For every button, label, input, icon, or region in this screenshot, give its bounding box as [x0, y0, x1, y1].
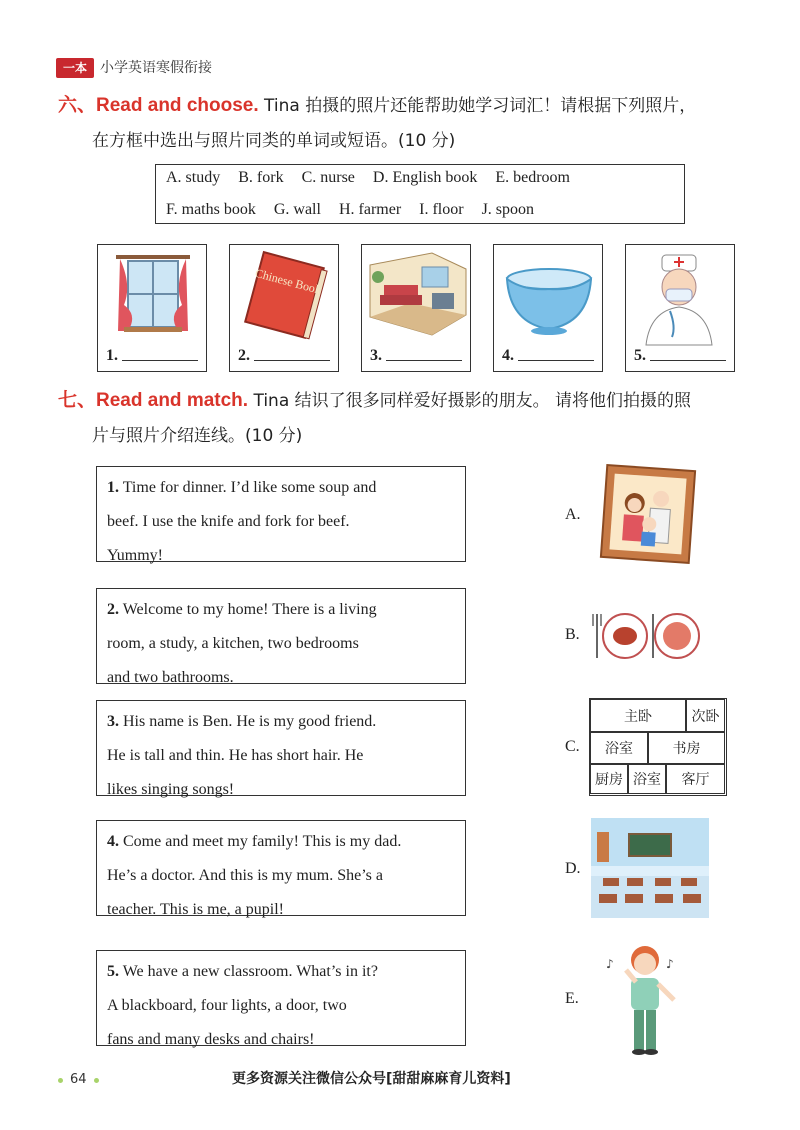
- item-text-line: Welcome to my home! There is a living: [122, 601, 377, 618]
- match-letter-a: A.: [565, 506, 581, 523]
- option: C. nurse: [301, 169, 355, 186]
- picture-box-4: [493, 244, 603, 372]
- section7-instruction-line1: Tina 结识了很多同样爱好摄影的朋友。 请将他们拍摄的照: [253, 391, 692, 411]
- room-layout-table[interactable]: [589, 698, 727, 796]
- answer-blank[interactable]: [254, 360, 330, 361]
- family-photo-icon[interactable]: [598, 462, 698, 566]
- item-number: 3.: [107, 713, 119, 730]
- item-number: 2.: [107, 601, 119, 618]
- answer-blank[interactable]: [122, 360, 198, 361]
- section6-title: Read and choose.: [96, 95, 259, 116]
- word-bank: [155, 164, 685, 224]
- room-cell: 客厅: [666, 764, 725, 794]
- picture-number: 3.: [370, 347, 382, 364]
- picture-number: 2.: [238, 347, 250, 364]
- dinner-plates-icon[interactable]: [585, 608, 705, 664]
- item-text-line: room, a study, a kitchen, two bedrooms: [107, 635, 359, 652]
- footer-dot-right: [94, 1078, 99, 1083]
- match-item-3[interactable]: [96, 700, 466, 796]
- item-text-line: He is tall and thin. He has short hair. He: [107, 747, 364, 764]
- room-cell: 次卧: [686, 699, 725, 732]
- item-text-line: teacher. This is me, a pupil!: [107, 901, 284, 918]
- room-cell: 书房: [648, 732, 725, 764]
- brand-badge: 一本: [56, 58, 94, 78]
- boy-singing-icon[interactable]: [600, 938, 690, 1060]
- item-number: 1.: [107, 479, 119, 496]
- section7-number: 七、: [58, 389, 97, 411]
- section6-number: 六、: [58, 94, 97, 116]
- answer-blank[interactable]: [650, 360, 726, 361]
- match-letter-b: B.: [565, 626, 580, 643]
- match-item-5[interactable]: [96, 950, 466, 1046]
- room-cell: 浴室: [590, 732, 648, 764]
- item-text-line: beef. I use the knife and fork for beef.: [107, 513, 350, 530]
- page-number: 64: [70, 1072, 87, 1087]
- option: I. floor: [419, 201, 464, 218]
- option: J. spoon: [481, 201, 535, 218]
- match-letter-d: D.: [565, 860, 581, 877]
- option: H. farmer: [338, 201, 402, 218]
- item-text-line: fans and many desks and chairs!: [107, 1031, 315, 1048]
- item-text-line: likes singing songs!: [107, 781, 235, 798]
- word-bank-row1: [166, 169, 570, 187]
- book-cover-text: Chinese Book: [253, 265, 323, 297]
- section7-instruction-line2: 片与照片介绍连线。(10 分): [92, 426, 303, 446]
- classroom-icon[interactable]: [591, 818, 709, 918]
- option: F. maths book: [166, 201, 256, 218]
- picture-box-3: [361, 244, 471, 372]
- svg-text:♪: ♪: [666, 957, 674, 971]
- footer-note: 更多资源关注微信公众号[甜甜麻麻育儿资料]: [232, 1071, 511, 1087]
- picture-number: 4.: [502, 347, 514, 364]
- svg-text:♪: ♪: [606, 957, 614, 971]
- option: G. wall: [273, 201, 321, 218]
- book-title: 小学英语寒假衔接: [100, 60, 212, 76]
- answer-blank[interactable]: [386, 360, 462, 361]
- room-cell: 浴室: [628, 764, 666, 794]
- item-text-line: Come and meet my family! This is my dad.: [123, 833, 402, 850]
- item-text-line: and two bathrooms.: [107, 669, 234, 686]
- picture-number: 1.: [106, 347, 118, 364]
- section7-title: Read and match.: [96, 390, 249, 411]
- picture-box-5: [625, 244, 735, 372]
- item-number: 4.: [107, 833, 119, 850]
- match-item-4[interactable]: [96, 820, 466, 916]
- option: A. study: [166, 169, 221, 186]
- room-cell: 厨房: [590, 764, 628, 794]
- match-letter-c: C.: [565, 738, 580, 755]
- section6-instruction-line1: Tina 拍摄的照片还能帮助她学习词汇！请根据下列照片，: [264, 96, 697, 116]
- word-bank-row2: [166, 201, 534, 219]
- answer-blank[interactable]: [518, 360, 594, 361]
- section6-heading: [58, 90, 696, 121]
- item-text-line: His name is Ben. He is my good friend.: [123, 713, 377, 730]
- match-letter-e: E.: [565, 990, 579, 1007]
- item-text-line: Time for dinner. I’d like some soup and: [122, 479, 377, 496]
- match-item-2[interactable]: [96, 588, 466, 684]
- section7-heading: [58, 385, 691, 416]
- item-number: 5.: [107, 963, 119, 980]
- option: B. fork: [238, 169, 284, 186]
- option: E. bedroom: [495, 169, 570, 186]
- item-text-line: Yummy!: [107, 547, 163, 564]
- section6-instruction-line2: 在方框中选出与照片同类的单词或短语。(10 分): [92, 131, 456, 151]
- option: D. English book: [372, 169, 478, 186]
- picture-box-2: [229, 244, 339, 372]
- picture-box-1: [97, 244, 207, 372]
- picture-number: 5.: [634, 347, 646, 364]
- item-text-line: A blackboard, four lights, a door, two: [107, 997, 347, 1014]
- footer-dot-left: [58, 1078, 63, 1083]
- room-cell: 主卧: [590, 699, 686, 732]
- item-text-line: He’s a doctor. And this is my mum. She’s a: [107, 867, 383, 884]
- item-text-line: We have a new classroom. What’s in it?: [122, 963, 378, 980]
- match-item-1[interactable]: [96, 466, 466, 562]
